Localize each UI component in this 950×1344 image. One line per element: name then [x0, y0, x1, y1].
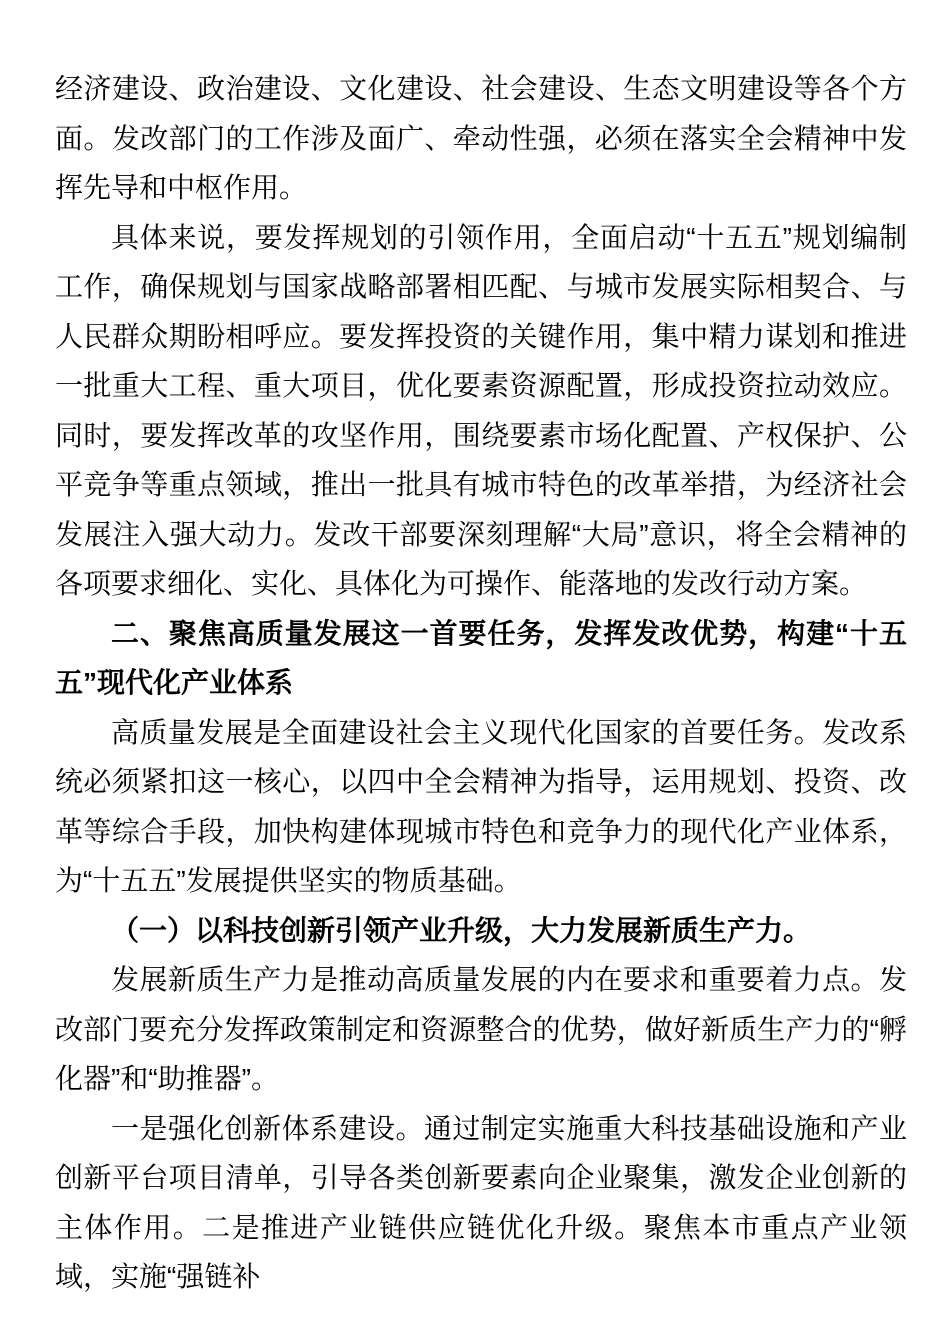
paragraph-continuation: 经济建设、政治建设、文化建设、社会建设、生态文明建设等各个方面。发改部门的工作涉及面广、牵动性强，必须在落实全会精神中发挥先导和中枢作用。	[55, 73, 907, 203]
section-heading-2: 二、聚焦高质量发展这一首要任务，发挥发改优势，构建“十五五”现代化产业体系	[55, 617, 907, 698]
paragraph-high-quality-development: 高质量发展是全面建设社会主义现代化国家的首要任务。发改系统必须紧扣这一核心，以四中全会精神为指导，运用规划、投资、改革等综合手段，加快构建体现城市特色和竞争力的现代化产业体系，为“十五五”发展提供坚实的物质基础。	[55, 716, 907, 896]
paragraph-innovation-system-truncated: 一是强化创新体系建设。通过制定实施重大科技基础设施和产业创新平台项目清单，引导各类创新要素向企业聚集，激发企业创新的主体作用。二是推进产业链供应链优化升级。聚焦本市重点产业领域，实施“强链补	[55, 1112, 907, 1292]
subsection-heading-1: （一）以科技创新引领产业升级，大力发展新质生产力。	[111, 914, 812, 946]
paragraph-planning-investment-reform: 具体来说，要发挥规划的引领作用，全面启动“十五五”规划编制工作，确保规划与国家战略部署相匹配、与城市发展实际相契合、与人民群众期盼相呼应。要发挥投资的关键作用，集中精力谋划和推进一批重大工程、重大项目，优化要素资源配置，形成投资拉动效应。同时，要发挥改革的攻坚作用，围绕要素市场化配置、产权保护、公平竞争等重点领域，推出一批具有城市特色的改革举措，为经济社会发展注入强大动力。发改干部要深刻理解“大局”意识，将全会精神的各项要求细化、实化、具体化为可操作、能落地的发改行动方案。	[55, 221, 907, 599]
paragraph-new-productive-forces: 发展新质生产力是推动高质量发展的内在要求和重要着力点。发改部门要充分发挥政策制定和资源整合的优势，做好新质生产力的“孵化器”和“助推器”。	[55, 964, 907, 1094]
